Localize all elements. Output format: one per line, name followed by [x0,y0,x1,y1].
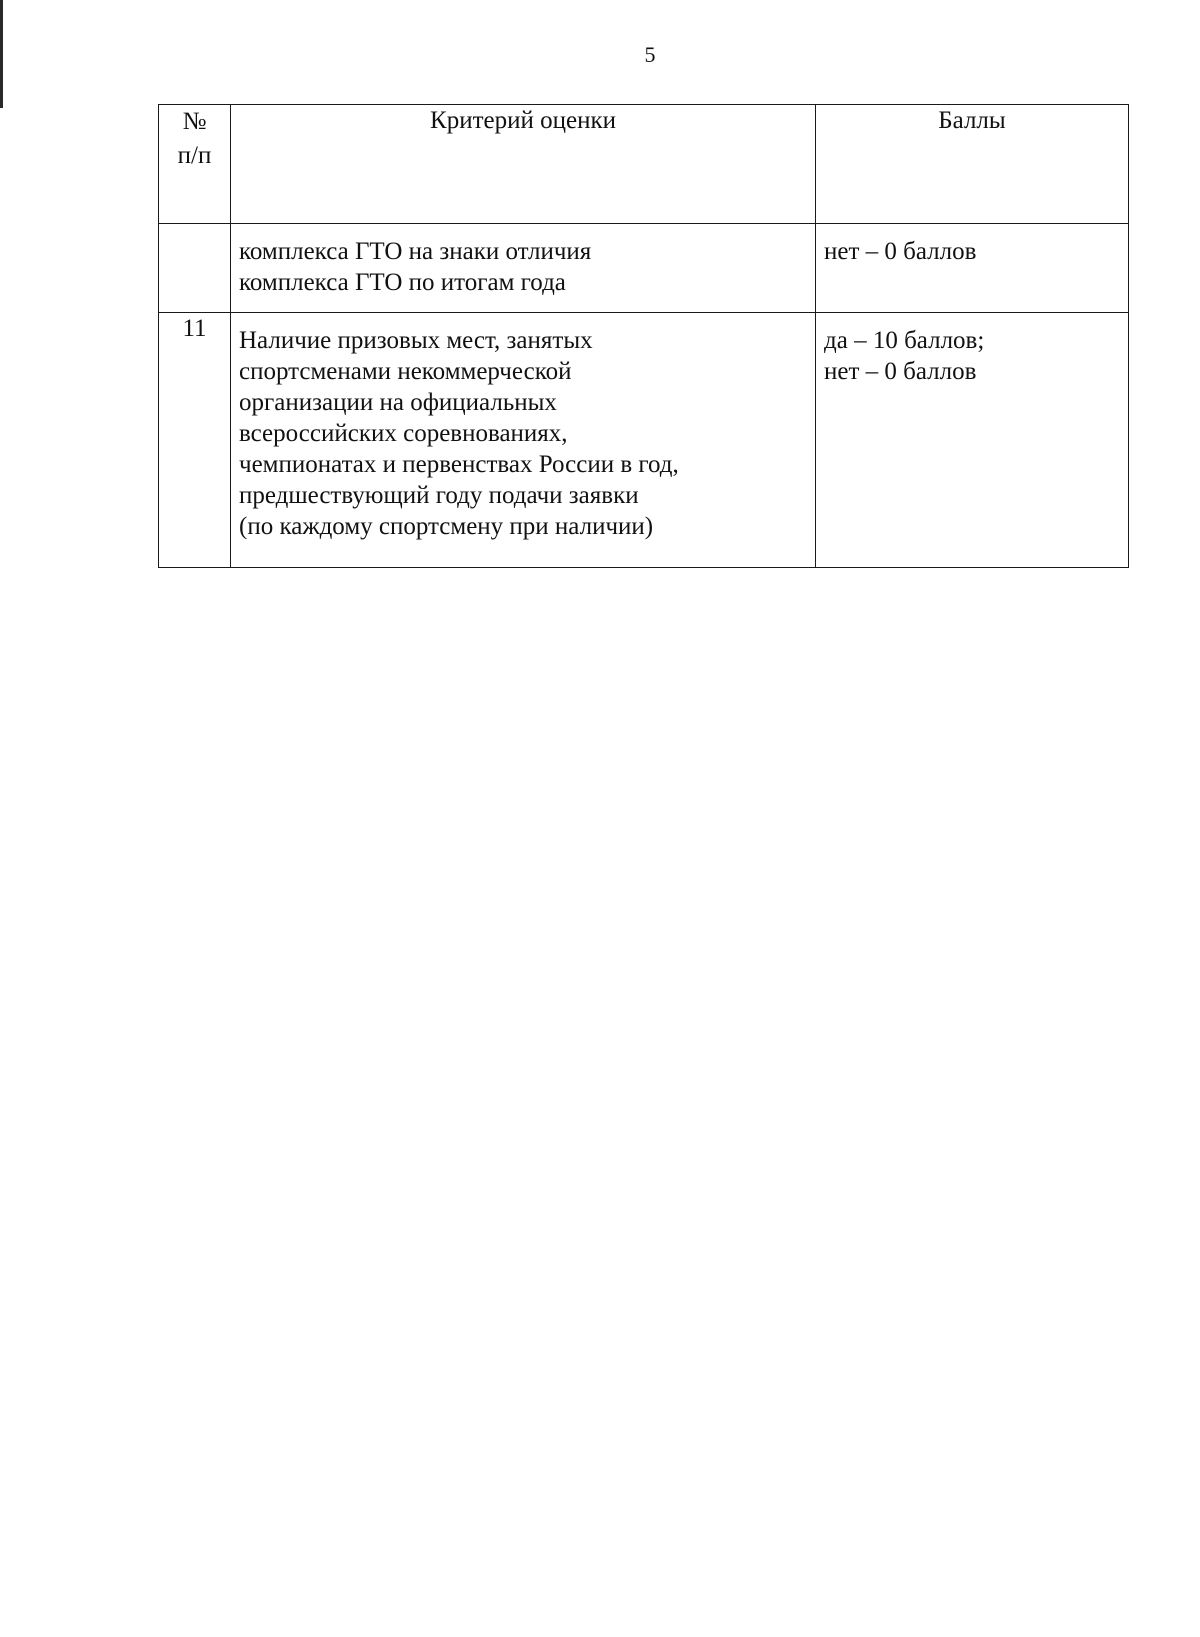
row-num: 11 [182,315,207,342]
header-criterion-label: Критерий оценки [430,107,616,134]
header-score-cell [816,105,1129,224]
criteria-table [158,104,1129,568]
row-score-text: нет – 0 баллов [824,238,977,265]
row-criterion-text: Наличие призовых мест, занятых спортсменами некоммерческой организации на официальных всероссийских соревнованиях, чемпионатах и первенствах России в год, предшествующий году подачи заявки (по каждому спортсмену при наличии) [239,327,679,540]
header-criterion-cell [231,105,816,224]
page-number: 5 [644,42,656,67]
table-row [159,313,1129,568]
row-criterion-cell [231,224,816,313]
row-criterion-cell [231,313,816,568]
row-score-cell [816,313,1129,568]
row-num-cell [159,224,231,313]
header-score-label: Баллы [938,107,1006,134]
header-num-cell [159,105,231,224]
table-header-row [159,105,1129,224]
row-score-text: да – 10 баллов; нет – 0 баллов [824,327,985,385]
header-num-label: № п/п [177,108,212,169]
table-row [159,224,1129,313]
row-criterion-text: комплекса ГТО на знаки отличия комплекса ГТО по итогам года [239,238,592,296]
row-score-cell [816,224,1129,313]
row-num-cell [159,313,231,568]
